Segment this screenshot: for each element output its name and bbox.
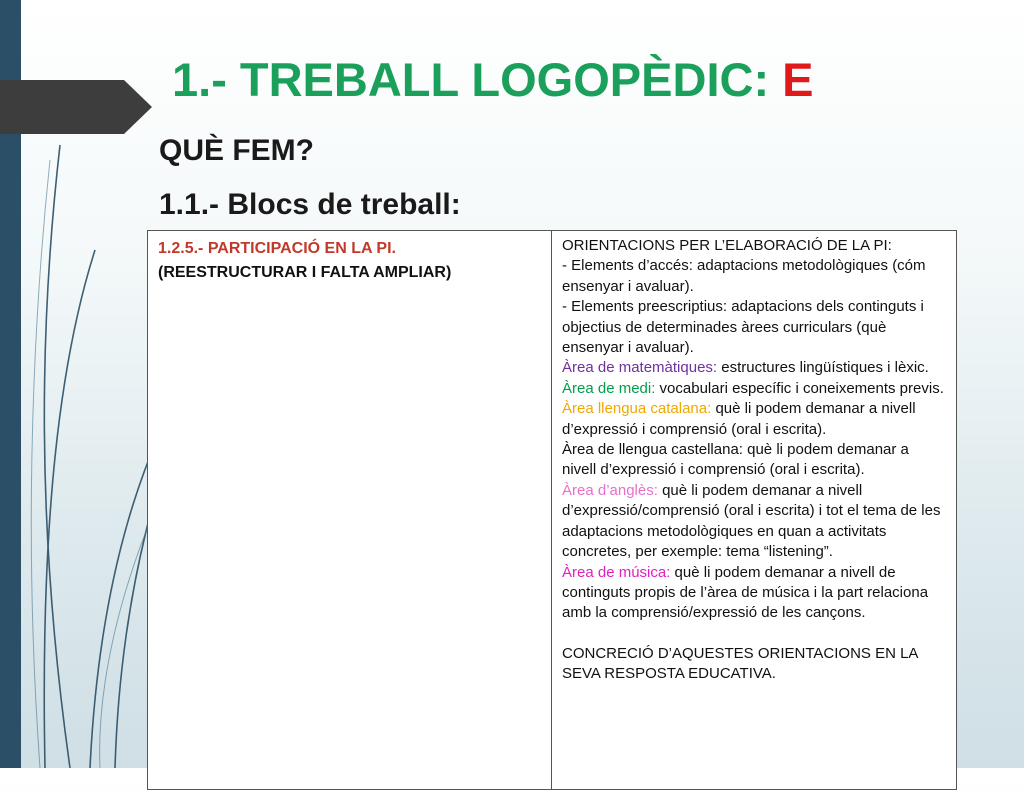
conclusion-text: CONCRECIÓ D’AQUESTES ORIENTACIONS EN LA SEVA RESPOSTA EDUCATIVA. xyxy=(562,644,918,683)
orientations-heading: ORIENTACIONS PER L’ELABORACIÓ DE LA PI: xyxy=(562,237,892,254)
slide-title-accent: E xyxy=(782,53,814,106)
area-english-text: què li podem demanar a nivell d’expressió/comprensió (oral i escrita) i tot el tema de les adaptacions metodològiques en quan a activitats concretes, per exemple: tema “listening”. xyxy=(562,481,941,561)
section-heading-text: PARTICIPACIÓ EN LA PI. xyxy=(207,240,396,257)
area-castellana: Àrea de llengua castellana: què li podem demanar a nivell d’expressió i comprensió (oral i escrita). xyxy=(562,441,909,479)
slide-title-main: 1.- TREBALL LOGOPÈDIC: xyxy=(172,53,783,106)
area-music-text: què li podem demanar a nivell de continguts propis de l’àrea de música i la part relaciona amb la comprensió/expressió de les cançons. xyxy=(562,563,929,622)
access-elements-item: - Elements d’accés: adaptacions metodològiques (cóm ensenyar i avaluar). xyxy=(562,257,926,295)
table-cell-left xyxy=(148,231,552,789)
area-english xyxy=(562,481,946,563)
area-music xyxy=(562,563,946,624)
table-cell-right xyxy=(552,231,956,789)
area-catalan xyxy=(562,399,946,440)
left-cell-note: (REESTRUCTURAR I FALTA AMPLIAR) xyxy=(158,264,452,281)
area-catalan-text: què li podem demanar a nivell d’expressió i comprensió (oral i escrita). xyxy=(562,400,916,438)
area-catalan-label: Àrea llengua catalana: xyxy=(562,400,712,418)
area-medi-text: vocabulari específic i coneixements previs. xyxy=(655,379,944,397)
area-math xyxy=(562,358,946,378)
prescriptive-elements-item: - Elements preescriptius: adaptacions dels continguts i objectius de determinades àrees curriculars (què ensenyar i avaluar). xyxy=(562,298,924,357)
spacer xyxy=(562,624,946,644)
area-math-label: Àrea de matemàtiques: xyxy=(562,359,718,377)
section-code: 1.2.5.- xyxy=(158,240,208,257)
title-tab-shape xyxy=(0,80,152,134)
content-table xyxy=(147,230,957,790)
area-music-label: Àrea de música: xyxy=(562,563,671,581)
slide-subtitle: QUÈ FEM? xyxy=(159,134,314,167)
area-math-text: estructures lingüístiques i lèxic. xyxy=(717,359,929,377)
area-english-label: Àrea d’anglès: xyxy=(562,481,658,499)
slide-title xyxy=(172,52,814,107)
section-heading: 1.1.- Blocs de treball: xyxy=(159,188,461,221)
area-medi-label: Àrea de medi: xyxy=(562,379,656,397)
area-medi xyxy=(562,379,946,399)
left-cell-heading xyxy=(158,237,541,261)
